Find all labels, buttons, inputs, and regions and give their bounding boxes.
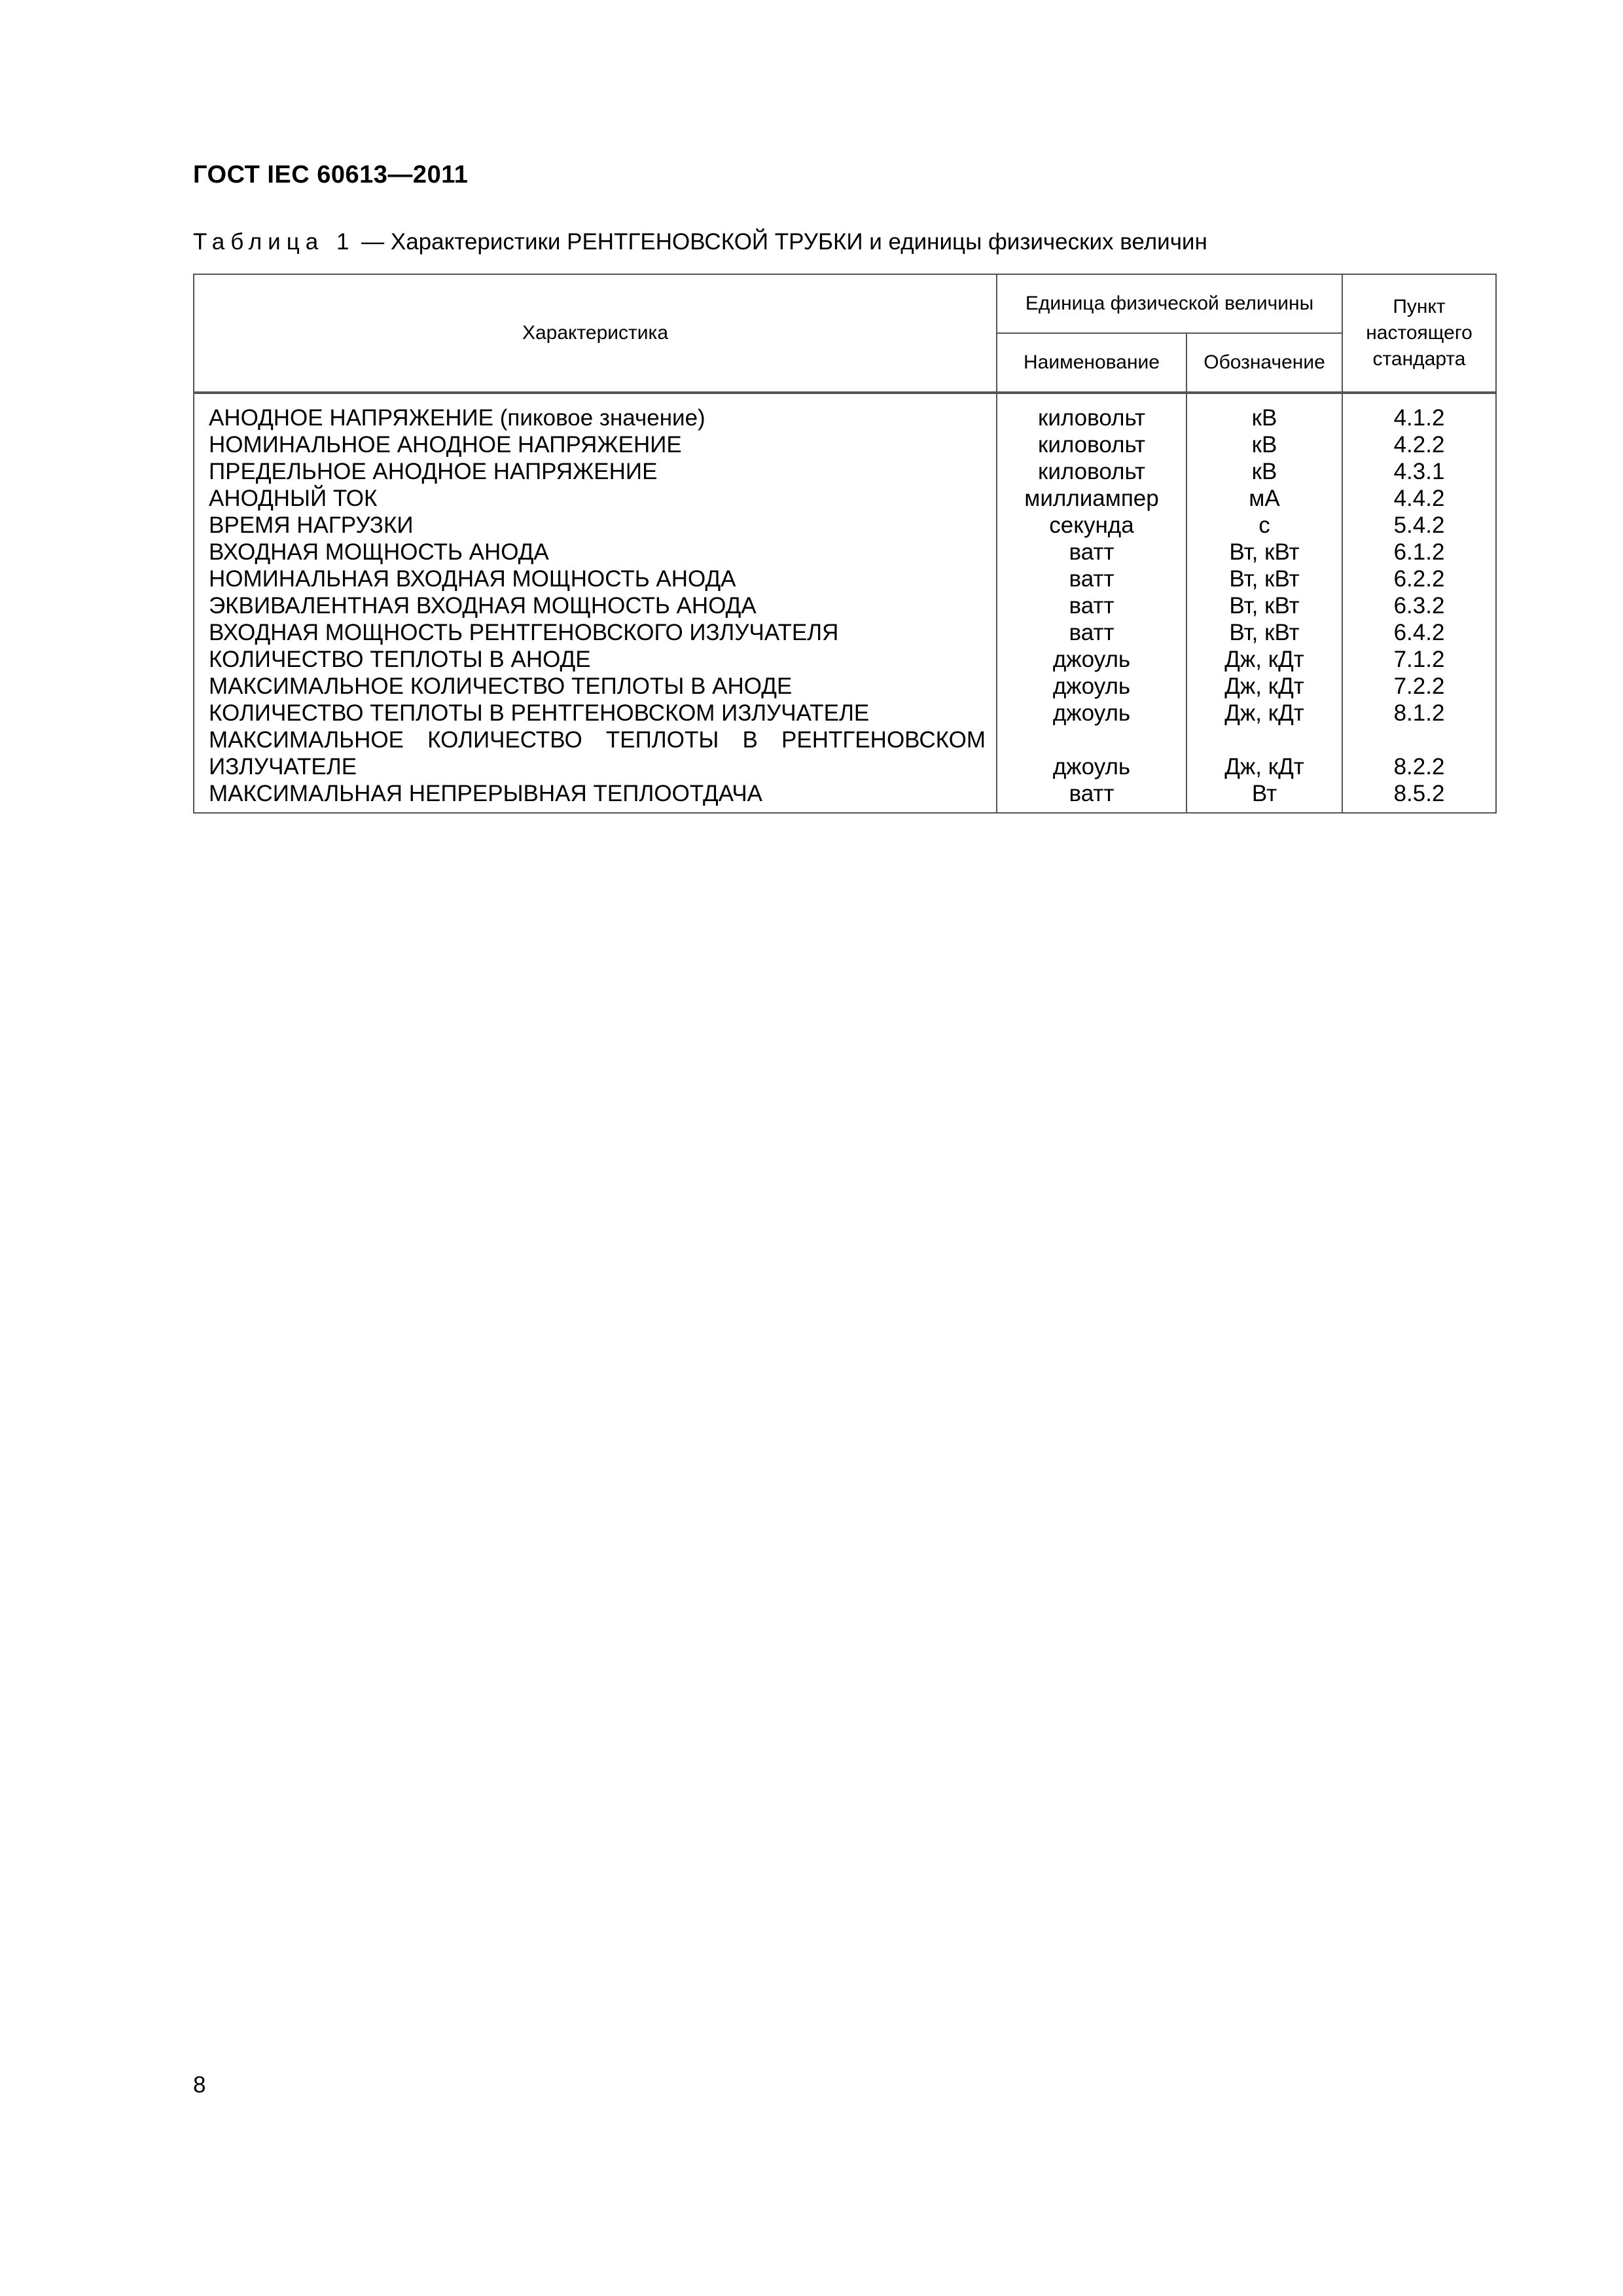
cell-characteristic: КОЛИЧЕСТВО ТЕПЛОТЫ В АНОДЕ	[194, 646, 997, 673]
cell-clause-empty	[1342, 726, 1496, 753]
table-row	[194, 753, 1496, 780]
cell-characteristic-line1: МАКСИМАЛЬНОЕ КОЛИЧЕСТВО ТЕПЛОТЫ В РЕНТГЕНОВСКОМ	[194, 726, 997, 753]
cell-unit-symbol: кВ	[1186, 431, 1342, 458]
table-row	[194, 619, 1496, 646]
cell-unit-name: секунда	[997, 512, 1186, 539]
table-row	[194, 646, 1496, 673]
header-unit-symbol: Обозначение	[1186, 333, 1342, 393]
document-header: ГОСТ IEC 60613—2011	[193, 161, 469, 188]
cell-characteristic: ВХОДНАЯ МОЩНОСТЬ РЕНТГЕНОВСКОГО ИЗЛУЧАТЕЛЯ	[194, 619, 997, 646]
cell-unit-symbol: Дж, кДт	[1186, 673, 1342, 700]
cell-characteristic: МАКСИМАЛЬНАЯ НЕПРЕРЫВНАЯ ТЕПЛООТДАЧА	[194, 780, 997, 813]
cell-clause: 6.4.2	[1342, 619, 1496, 646]
cell-unit-name: джоуль	[997, 673, 1186, 700]
cell-clause: 4.1.2	[1342, 393, 1496, 431]
cell-clause: 5.4.2	[1342, 512, 1496, 539]
cell-unit-symbol: Вт, кВт	[1186, 619, 1342, 646]
table-row	[194, 726, 1496, 753]
cell-unit-name: джоуль	[997, 700, 1186, 726]
cell-unit-name: киловольт	[997, 393, 1186, 431]
table-row	[194, 780, 1496, 813]
table-row	[194, 700, 1496, 726]
table-row	[194, 673, 1496, 700]
cell-unit-symbol: Дж, кДт	[1186, 753, 1342, 780]
table-row	[194, 431, 1496, 458]
cell-clause: 7.2.2	[1342, 673, 1496, 700]
cell-clause: 8.1.2	[1342, 700, 1496, 726]
cell-clause: 8.5.2	[1342, 780, 1496, 813]
cell-clause: 6.1.2	[1342, 539, 1496, 565]
table-caption-prefix: Таблица 1	[193, 229, 355, 255]
header-clause: Пункт настоящего стандарта	[1342, 274, 1496, 393]
cell-unit-name: ватт	[997, 592, 1186, 619]
table-row	[194, 592, 1496, 619]
cell-characteristic: КОЛИЧЕСТВО ТЕПЛОТЫ В РЕНТГЕНОВСКОМ ИЗЛУЧАТЕЛЕ	[194, 700, 997, 726]
cell-unit-symbol: кВ	[1186, 458, 1342, 485]
cell-characteristic-line2: ИЗЛУЧАТЕЛЕ	[194, 753, 997, 780]
cell-unit-symbol: Дж, кДт	[1186, 700, 1342, 726]
table-caption	[193, 229, 1207, 255]
page-number: 8	[193, 2072, 206, 2098]
cell-unit-symbol-empty	[1186, 726, 1342, 753]
table-row	[194, 512, 1496, 539]
cell-unit-symbol: Вт	[1186, 780, 1342, 813]
cell-characteristic: ЭКВИВАЛЕНТНАЯ ВХОДНАЯ МОЩНОСТЬ АНОДА	[194, 592, 997, 619]
cell-characteristic: АНОДНЫЙ ТОК	[194, 485, 997, 512]
cell-characteristic: ПРЕДЕЛЬНОЕ АНОДНОЕ НАПРЯЖЕНИЕ	[194, 458, 997, 485]
table-row	[194, 393, 1496, 431]
table-row	[194, 485, 1496, 512]
cell-characteristic: НОМИНАЛЬНОЕ АНОДНОЕ НАПРЯЖЕНИЕ	[194, 431, 997, 458]
cell-characteristic: МАКСИМАЛЬНОЕ КОЛИЧЕСТВО ТЕПЛОТЫ В АНОДЕ	[194, 673, 997, 700]
cell-unit-symbol: Вт, кВт	[1186, 565, 1342, 592]
cell-clause: 7.1.2	[1342, 646, 1496, 673]
cell-unit-name: миллиампер	[997, 485, 1186, 512]
cell-unit-symbol: мА	[1186, 485, 1342, 512]
cell-unit-name: киловольт	[997, 431, 1186, 458]
cell-characteristic: ВХОДНАЯ МОЩНОСТЬ АНОДА	[194, 539, 997, 565]
cell-clause: 6.2.2	[1342, 565, 1496, 592]
cell-unit-symbol: Вт, кВт	[1186, 592, 1342, 619]
header-characteristic: Характеристика	[194, 274, 997, 393]
cell-unit-name: джоуль	[997, 753, 1186, 780]
cell-clause: 6.3.2	[1342, 592, 1496, 619]
cell-unit-name: джоуль	[997, 646, 1186, 673]
table-row	[194, 565, 1496, 592]
characteristics-table	[193, 274, 1497, 814]
cell-characteristic: НОМИНАЛЬНАЯ ВХОДНАЯ МОЩНОСТЬ АНОДА	[194, 565, 997, 592]
table-caption-text: — Характеристики РЕНТГЕНОВСКОЙ ТРУБКИ и единицы физических величин	[355, 229, 1207, 255]
cell-clause: 4.4.2	[1342, 485, 1496, 512]
cell-unit-symbol: Вт, кВт	[1186, 539, 1342, 565]
cell-characteristic: ВРЕМЯ НАГРУЗКИ	[194, 512, 997, 539]
cell-unit-name: ватт	[997, 565, 1186, 592]
cell-unit-name: ватт	[997, 539, 1186, 565]
cell-clause: 8.2.2	[1342, 753, 1496, 780]
cell-unit-name: ватт	[997, 619, 1186, 646]
cell-unit-symbol: Дж, кДт	[1186, 646, 1342, 673]
cell-clause: 4.3.1	[1342, 458, 1496, 485]
cell-unit-symbol: кВ	[1186, 393, 1342, 431]
header-unit-group: Единица физической величины	[997, 274, 1342, 333]
cell-unit-name: ватт	[997, 780, 1186, 813]
cell-unit-symbol: с	[1186, 512, 1342, 539]
header-unit-name: Наименование	[997, 333, 1186, 393]
cell-unit-name-empty	[997, 726, 1186, 753]
cell-characteristic: АНОДНОЕ НАПРЯЖЕНИЕ (пиковое значение)	[194, 393, 997, 431]
table-row	[194, 539, 1496, 565]
table-row	[194, 458, 1496, 485]
cell-unit-name: киловольт	[997, 458, 1186, 485]
cell-clause: 4.2.2	[1342, 431, 1496, 458]
